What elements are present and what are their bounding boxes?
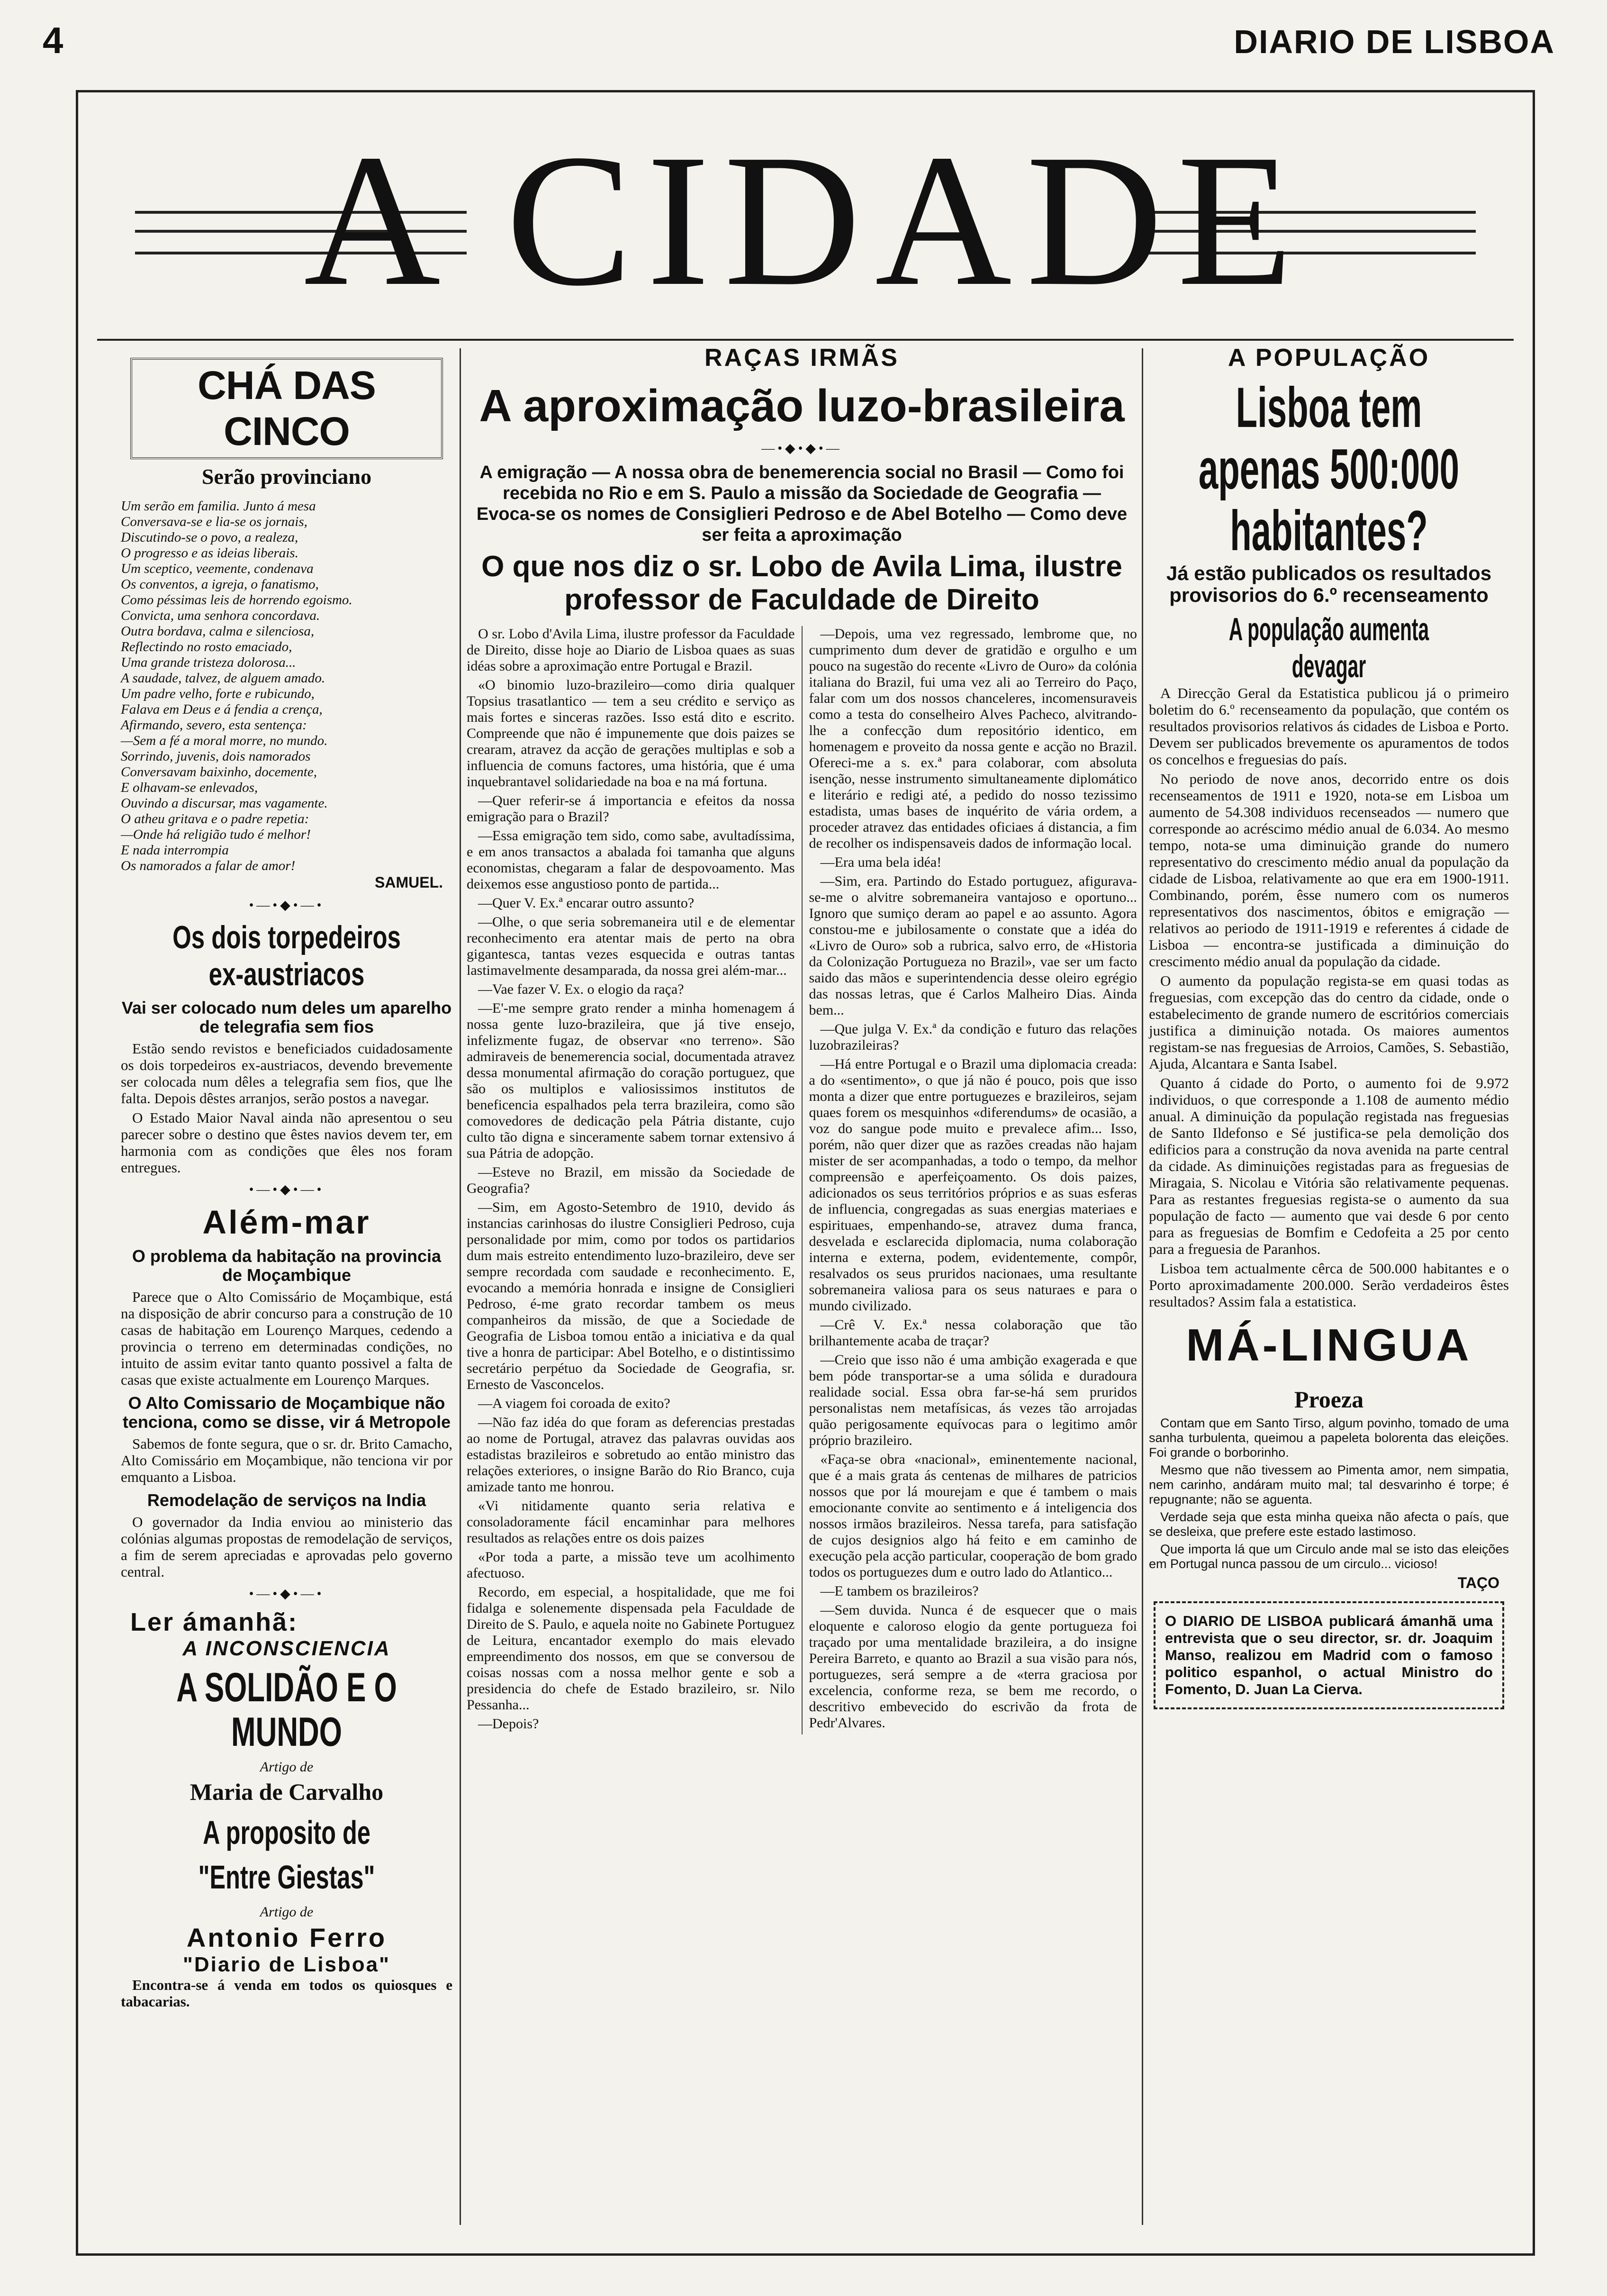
poem-signature: SAMUEL. (375, 874, 443, 891)
paragraph: Como péssimas leis de horrendo egoismo. (121, 592, 352, 608)
paragraph: —Sem duvida. Nunca é de esquecer que o mais eloquente e caloroso elogio da gente portugueza foi traçado por uma mentalidade brazileira, a do insigne Pereira Barreto, e quanto ao Brazil a sua visão para nós, portuguezes, será sempre a de «terra graciosa por excelencia, conforme reza, se bem me recordo, o descritivo embevecido do escrivão da frota de Pedr'Alvares. (809, 1602, 1137, 1731)
paragraph: —Quer referir-se á importancia e efeitos da nossa emigração para o Brazil? (467, 793, 795, 825)
poem (121, 499, 452, 874)
ornament-divider: •—•◆•—• (249, 1587, 325, 1601)
feature-headline: A aproximação luzo-brasileira (479, 381, 1125, 431)
paragraph: —Sim, era. Partindo do Estado portuguez, afigurava-se-me o alvitre sobremaneira vantajoso e oportuno... Ignoro que sumiço deram ao papel e ao assunto. Agora constou-me e jubilosamente o constate que a idéa do «Livro de Ouro» sob a rubrica, salvo erro, de «Historia da Colonização Portugueza no Brazil», vae ser um facto saido das mãos e superintendencia desse oleiro egrégio das nossas letras, que é Carlos Malheiro Dias. Ainda bem... (809, 873, 1137, 1018)
ornament-divider: •—•◆•—• (249, 898, 325, 913)
feature-section: RAÇAS IRMÃS (704, 344, 899, 372)
ler-amanha: Ler ámanhã: (130, 1608, 298, 1636)
paragraph: —Era uma bela idéa! (820, 854, 942, 870)
page-number: 4 (43, 19, 63, 61)
column-rule (460, 348, 461, 2225)
paragraph: Recordo, em especial, a hospitalidade, que me foi fidalga e solenemente dispensada pela Faculdade de Direito de S. Paulo, e aquela noite no Gabinete Portuguez de Leitura, encantador exemplo do mais elevado empreendimento dos nossos, em que se conversou de coisas nossas com a nossa melhor gente e sob a presidencia do chefe de Estado brazileiro, sr. Nilo Pessanha... (467, 1584, 795, 1713)
paragraph: Outra bordava, calma e silenciosa, (121, 624, 315, 639)
paragraph: Falava em Deus e á fendia a crença, (121, 702, 323, 717)
page-frame (76, 90, 1535, 2256)
artigo-de-label: Artigo de (260, 1759, 314, 1775)
running-header (43, 19, 1555, 62)
author-name: Antonio Ferro (186, 1923, 387, 1952)
inconsciencia-title: A INCONSCIENCIA (182, 1637, 391, 1660)
ma-lingua-signature: TAÇO (1457, 1574, 1499, 1591)
paragraph: —A viagem foi coroada de exito? (478, 1396, 670, 1411)
ma-lingua-subtitle: Proeza (1294, 1386, 1364, 1413)
paragraph: O progresso e as ideias liberais. (121, 545, 298, 561)
feature-body (467, 626, 1137, 1734)
paragraph: Discutindo-se o povo, a realeza, (121, 530, 298, 545)
populacao-body (1149, 685, 1509, 1310)
paragraph: Um padre velho, forte e rubicundo, (121, 686, 315, 701)
torpedeiros-subhead: Vai ser colocado num deles um aparelho de telegrafia sem fios (121, 998, 452, 1036)
masthead-divider (97, 339, 1514, 341)
paragraph: A saudade, talvez, de alguem amado. (121, 671, 325, 686)
paragraph: E nada interrompia (121, 843, 229, 858)
paragraph: —Sim, em Agosto-Setembro de 1910, devido ás instancias carinhosas do ilustre Consiglieri Pedroso, cuja personalidade por mim, como por todos os partidarios dum mais estreito entendimento luzo-brazileiro, deve ser sempre recordada com saudade e reconhecimento. E, evocando a memória honrada e insigne de Consiglieri Pedroso, é-me grato recordar tambem os meus companheiros da missão, de que a Sociedade de Geografia de Lisboa tomou então a iniciativa e da qual tive a honra de participar: Abel Botelho, e o distintissimo secretário perpétuo da Sociedade de Geografia, sr. Ernesto de Vasconcelos. (467, 1199, 795, 1392)
paragraph: Estão sendo revistos e beneficiados cuidadosamente os dois torpedeiros ex-austriacos, devendo brevemente ser colocada num dêles a telegrafia sem fios, que lhe falta. Depois dêstes arranjos, serão postos a navegar. (121, 1040, 452, 1107)
paragraph: —Há entre Portugal e o Brazil uma diplomacia creada: a do «sentimento», o que já não é pouco, pois que isso monta a dizer que entre portuguezes e brazileiros, sejam quaes forem os mesquinhos «diferendums» de ocasião, a voz do sangue pode muito e prevalece afim... Isso, porém, não quer dizer que as razões creadas não hajam mister de ser acompanhadas, a todo o tempo, da melhor compreensão e aperfeiçoamento. Os dois paizes, adicionados os seus territórios próprios e as suas esferas de influencia, congregadas as suas energias materiaes e espirituaes, empenhando-se, atravez duma franca, desvelada e esclarecida diplomacia, numa colaboração interna e externa, podem, evidentemente, compôr, resalvados os seus pruridos nacionaes, uma resultante sobremaneira valiosa para os seus naturaes e para o mundo civilizado. (809, 1056, 1137, 1314)
paragraph: Sabemos de fonte segura, que o sr. dr. Brito Camacho, Alto Comissário em Moçambique, não tenciona vir por emquanto a Lisboa. (121, 1435, 452, 1485)
feature-text-left (467, 626, 795, 1732)
paragraph: E olhavam-se enlevados, (121, 780, 258, 795)
paragraph: Mesmo que não tivessem ao Pimenta amor, nem simpatia, nem carinho, andáram muito mal; tal desvarinho é torpe; é repugnante; não se aguenta. (1149, 1463, 1509, 1506)
paragraph: «Faça-se obra «nacional», eminentemente nacional, que é a mais grata ás centenas de milhares de patricios nossos que por lá mourejam e que é tambem o mais emocionante convite ao sentimento e á inteligencia dos nossos irmãos brazileiros. Nessa tarefa, para satisfação de cujos designios algo há feito e em caminho de execução pela acção particular, cooperação de bom grado todos os portuguezes dum e outro lado do Atlantico... (809, 1452, 1137, 1580)
section-title: A CIDADE (304, 115, 1307, 325)
paragraph: —Esteve no Brazil, em missão da Sociedade de Geografia? (467, 1164, 795, 1196)
paragraph: —E'-me sempre grato render a minha homenagem á nossa gente luzo-brazileira, que já tive ensejo, infelizmente fugaz, de observar «no terreno». São admiraveis de benemerencia social, documentada atravez dessa monumental afirmação do coração portuguez, que são os multiplos e valiosissimos institutos de beneficencia espalhados pela terra brazileira, como são comovedores de dedicação pela Pátria distante, cujo culto tão digna e sinceramente sabem tornar extensivo á sua Pátria de adopção. (467, 1000, 795, 1161)
paragraph: —Essa emigração tem sido, como sabe, avultadíssima, e em anos transactos a abalada foi tamanha que alguns economistas, chegaram a falar de despovoamento. Mas deixemos esse angustioso ponto de partida... (467, 828, 795, 892)
paragraph: O governador da India enviou ao ministerio das colónias algumas propostas de remodelação de serviços, a fim de serem apreciadas e aprovadas pelo governo central. (121, 1514, 452, 1580)
paragraph: Que importa lá que um Circulo ande mal se isto das eleições em Portugal nunca passou de um circulo... vicioso! (1149, 1542, 1509, 1571)
cha-das-cinco-title: CHÁ DAS CINCO (130, 358, 443, 459)
paragraph: A Direcção Geral da Estatistica publicou já o primeiro boletim do 6.º recenseamento da população, que contém os resultados provisorios relativos ás cidades de Lisboa e Porto. Devem ser publicados brevemente os apuramentos de todos os concelhos e freguesias do país. (1149, 685, 1509, 768)
paragraph: —Vae fazer V. Ex. o elogio da raça? (478, 981, 684, 997)
paragraph: Conversava-se e lia-se os jornais, (121, 514, 307, 529)
paragraph: —Crê V. Ex.ª nessa colaboração que tão brilhantemente acaba de traçar? (809, 1317, 1137, 1349)
populacao-subhead: A população aumenta devagar (1228, 611, 1429, 684)
paragraph: Quanto á cidade do Porto, o aumento foi de 9.972 individuos, o que corresponde a 1.108 de aumento médio anual. A diminuição da população registada nas freguesias de Santo Ildefonso e Sé justifica-se pela demolição dos edificios para a construção da nova avenida na parte central da cidade. As diminuições registadas para as freguesias de Miragaia, S. Nicolau e Vitória são relativamente pequenas. Para as restantes freguesias regista-se o aumento da sua população de facto — aumento que vai desde 6 por cento para as freguesias de Bomfim e Cedofeita a 25 por cento para a freguesia de Paranhos. (1149, 1075, 1509, 1257)
paragraph: —Depois, uma vez regressado, lembrome que, no cumprimento dum dever de gratidão e orgulho e um pouco na sugestão do recente «Livro de Ouro» da colónia italiana do Brazil, fui uma vez ali ao Terreiro do Paço, falar com um dos nossos chanceleres, incomensuraveis como a testa do conselheiro Alves Pacheco, alvitrando-lhe a confecção dum repositório identico, em homenagem e proveito da nossa gente e acção no Brazil. Ofereci-me a s. ex.ª para colaborar, com absoluta isenção, nesse instrumento simultaneamente diplomático e literário e redigi até, a pedido do nosso tezissimo estadista, umas bases de inquérito de vária ordem, a proceder atravez das entidades oficiaes á distancia, a fim de recolher os indispensaveis dados de informação local. (809, 626, 1137, 851)
paragraph: «O binomio luzo-brazileiro—como diria qualquer Topsius trasatlantico — tem a seu crédito e serviço as mais fortes e sinceras razões. Isso está dito e escrito. Compreende que não é impunemente que dois paizes se crearam, atravez da acção de gerações multiplas e sob a influencia de comuns factores, uma história, que é uma inquebrantavel solidariedade na boa e na má fortuna. (467, 677, 795, 790)
ornament-divider: —•◆•◆•— (761, 441, 842, 456)
paragraph: No periodo de nove anos, decorrido entre os dois recenseamentos de 1911 e 1920, nota-se em Lisboa um aumento de 54.308 individuos recenseados — numero que corresponde ao acréscimo médio anual de 6.034. Ao mesmo tempo, nota-se uma diminuição grande do numero representativo do crescimento médio anual da população da cidade de Lisboa, relativamente ao que era em 1900-1911. Combinando, porém, êsse numero com os numeros representativos dos nascimentos, óbitos e emigração — relativos ao periodo de 1911-1919 e referentes á cidade de Lisboa — encontra-se justificada a diminuição do crescimento médio anual da população da cidade. (1149, 771, 1509, 970)
author-name: Maria de Carvalho (190, 1779, 384, 1805)
poem-title: Serão provinciano (201, 464, 372, 489)
column-1 (121, 344, 452, 2013)
paragraph: O aumento da população regista-se em quasi todas as freguesias, com excepção das do centro da cidade, onde o estabelecimento de grande numero de escritórios comerciais justifica a diminuição notada. Os maiores aumentos registam-se nas freguesias de Arroios, Camões, S. Sebastião, Ajuda, Alcantara e Santa Isabel. (1149, 972, 1509, 1072)
ma-lingua-title: MÁ-LINGUA (1186, 1320, 1472, 1370)
alto-comissario-headline: O Alto Comissario de Moçambique não tenciona, como se disse, vir á Metropole (122, 1393, 451, 1432)
paragraph: —E tambem os brazileiros? (820, 1583, 979, 1599)
announcement-box: O DIARIO DE LISBOA publicará ámanhã uma entrevista que o seu director, sr. dr. Joaquim Manso, realizou em Madrid com o famoso politico espanhol, o actual Ministro do Fomento, D. Juan La Cierva. (1154, 1601, 1504, 1709)
paragraph: «Vi nitidamente quanto seria relativa e consoladoramente fácil encaminhar para melhores resultados as relações entre os dois paizes (467, 1498, 795, 1546)
column-rule (1142, 348, 1143, 2225)
paragraph: —Onde há religião tudo é melhor! (121, 827, 311, 842)
feature-lead: A emigração — A nossa obra de benemerencia social no Brasil — Como foi recebida no Rio e em S. Paulo a missão da Sociedade de Geografia — Evoca-se os nomes de Consiglieri Pedroso e de Abel Botelho — Como deve ser feita a aproximação (476, 463, 1128, 545)
paragraph: Os conventos, a igreja, o fanatismo, (121, 577, 319, 592)
paragraph: —Creio que isso não é uma ambição exagerada e que bem póde transportar-se a uma sólida e duradoura realidade social. Essa obra far-se-há sem pruridos personalistas nem metafísicas, ás vezes tão arrojadas quão perigosamente equívocas para o legitimo amôr próprio brazileiro. (809, 1352, 1137, 1448)
paragraph: Reflectindo no rosto emaciado, (121, 639, 292, 654)
paragraph: Uma grande tristeza dolorosa... (121, 655, 296, 670)
paragraph: Contam que em Santo Tirso, algum povinho, tomado de uma sanha turbulenta, queimou a papeleta bolorenta das eleições. Foi grande o borborinho. (1149, 1416, 1509, 1460)
paper-name: DIARIO DE LISBOA (1234, 23, 1555, 60)
diario-label: "Diario de Lisboa" (182, 1953, 390, 1976)
populacao-headline: Lisboa tem apenas 500:000 habitantes? (1198, 376, 1460, 563)
feature-article (467, 344, 1137, 1734)
paragraph: —Depois? (478, 1716, 539, 1732)
mocambique-headline: O problema da habitação na provincia de Moçambique (132, 1246, 442, 1285)
paragraph: O atheu gritava e o padre repetia: (121, 811, 309, 826)
populacao-lead: Já estão publicados os resultados provisorios do 6.º recenseamento (1166, 562, 1492, 606)
paragraph: Verdade seja que esta minha queixa não afecta o país, que se desleixa, que prefere este estado lastimoso. (1149, 1510, 1509, 1539)
paragraph: Sorrindo, juvenis, dois namorados (121, 749, 311, 764)
populacao-section: A POPULAÇÃO (1228, 344, 1430, 372)
masthead (78, 111, 1533, 334)
paragraph: Um serão em familia. Junto á mesa (121, 499, 316, 514)
ornament-divider: •—•◆•—• (249, 1182, 325, 1197)
india-headline: Remodelação de serviços na India (147, 1490, 426, 1510)
feature-subhead: O que nos diz o sr. Lobo de Avila Lima, ilustre professor de Faculdade de Direito (481, 550, 1122, 616)
paragraph: O Estado Maior Naval ainda não apresentou o seu parecer sobre o destino que êstes navios devem ter, em harmonia com as condições que êles nos foram entregues. (121, 1109, 452, 1176)
paragraph: —Que julga V. Ex.ª da condição e futuro das relações luzobrazileiras? (809, 1021, 1137, 1053)
column-4 (1149, 344, 1509, 1719)
alem-mar-title: Além-mar (202, 1204, 371, 1241)
paragraph: Um sceptico, veemente, condenava (121, 561, 314, 576)
paragraph: Parece que o Alto Comissário de Moçambique, está na disposição de abrir concurso para a construção de 10 casas de habitação em Lourenço Marques, cedendo a provincia o terreno em determinadas condições, no intuito de assim evitar tanto quanto possivel a falta de casas que existe actualmente em Lourenço Marques. (121, 1289, 452, 1388)
paragraph: Encontra-se á venda em todos os quiosques e tabacarias. (121, 1977, 452, 2010)
ma-lingua-body (1149, 1416, 1509, 1571)
feature-text-right (809, 626, 1138, 1731)
solidao-title: A SOLIDÃO E O MUNDO (176, 1665, 397, 1755)
paragraph: Afirmando, severo, esta sentença: (121, 717, 307, 733)
paragraph: —Sem a fé a moral morre, no mundo. (121, 733, 328, 748)
paragraph: O sr. Lobo d'Avila Lima, ilustre professor da Faculdade de Direito, disse hoje ao Diario de Lisboa quaes as suas idéas sobre a aproximação entre Portugal e Brazil. (467, 626, 795, 674)
artigo-de-label: Artigo de (260, 1904, 314, 1920)
giestas-title: A proposito de "Entre Giestas" (198, 1814, 375, 1896)
paragraph: Conversavam baixinho, docemente, (121, 764, 317, 780)
paragraph: Convicta, uma senhora concordava. (121, 608, 320, 623)
paragraph: —Olhe, o que seria sobremaneira util e de elementar reconhecimento era atentar mais de perto na obra gigantesca, tantas vezes esquecida e outras tantas lastimavelmente desamparada, da nossa grei além-mar... (467, 914, 795, 978)
paragraph: Os namorados a falar de amor! (121, 858, 296, 873)
paragraph: Lisboa tem actualmente cêrca de 500.000 habitantes e o Porto aproximadamente 200.000. Serão verdadeiros êstes resultados? Assim fala a estatistica. (1149, 1260, 1509, 1310)
paragraph: Ouvindo a discursar, mas vagamente. (121, 796, 328, 811)
paragraph: «Por toda a parte, a missão teve um acolhimento afectuoso. (467, 1549, 795, 1581)
paragraph: —Não faz idéa do que foram as deferencias prestadas ao nome de Portugal, atravez das palavras ouvidas aos estadistas brazileiros e sobretudo ao então ministro das relações exteriores, o insigne Barão do Rio Branco, cuja amizade tanto me honrou. (467, 1415, 795, 1495)
paragraph: —Quer V. Ex.ª encarar outro assunto? (478, 895, 695, 911)
torpedeiros-headline: Os dois torpedeiros ex-austriacos (172, 919, 401, 992)
